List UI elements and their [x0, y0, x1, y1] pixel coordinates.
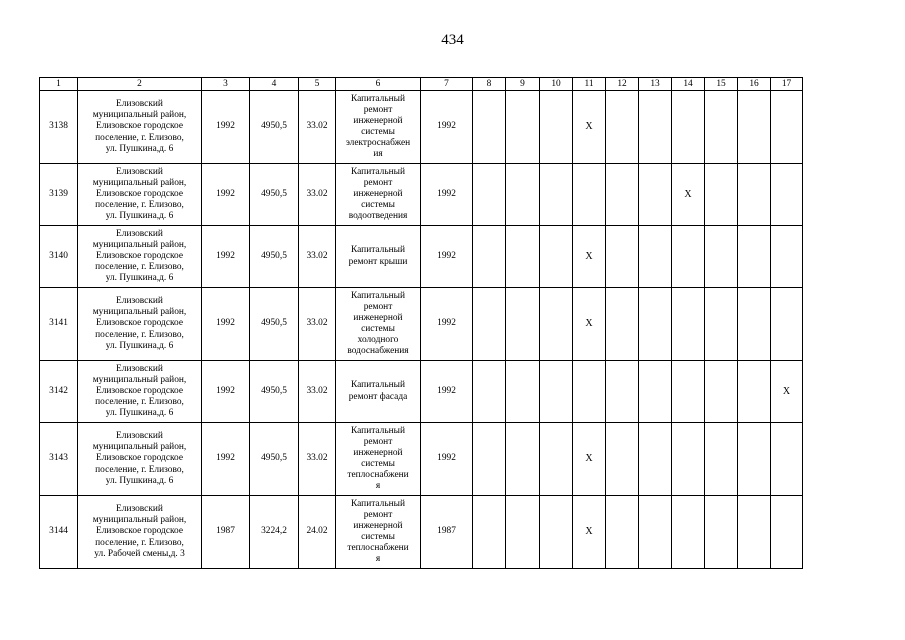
cell-text: 1992: [437, 385, 456, 396]
period-mark-cell-14: [672, 226, 705, 288]
work-type-cell: [336, 423, 421, 496]
period-mark-cell-16: [738, 91, 771, 164]
period-mark-cell-11: [573, 91, 606, 164]
period-mark-cell-9: [506, 496, 540, 569]
column-number: 3: [202, 78, 250, 91]
period-mark-cell-12: [606, 91, 639, 164]
cell-text: 3143: [49, 453, 68, 464]
cell-text: 3142: [49, 385, 68, 396]
cell-text: 1987: [216, 526, 235, 537]
address-cell: [78, 226, 202, 288]
period-mark-cell-16: [738, 164, 771, 226]
rate-cell: [299, 423, 336, 496]
period-mark-cell-8: [473, 423, 506, 496]
period-mark-cell-10: [540, 423, 573, 496]
year-cell: [202, 91, 250, 164]
column-number: 1: [40, 78, 78, 91]
period-mark: X: [585, 121, 593, 133]
column-number: 16: [738, 78, 771, 91]
work-type-cell: [336, 361, 421, 423]
period-mark-cell-8: [473, 164, 506, 226]
row-number: [40, 496, 78, 569]
table-row: [40, 164, 803, 226]
period-mark: X: [684, 188, 692, 200]
period-mark-cell-9: [506, 91, 540, 164]
period-mark-cell-17: [771, 423, 803, 496]
period-mark-cell-15: [705, 423, 738, 496]
period-mark-cell-14: [672, 423, 705, 496]
cell-text: 1992: [437, 188, 456, 199]
cell-text: Елизовский муниципальный район, Елизовское городское поселение, г. Елизово, ул. Пушкина,д. 6: [92, 99, 187, 154]
cell-text: 1992: [437, 250, 456, 261]
work-type-cell: [336, 288, 421, 361]
period-mark-cell-12: [606, 226, 639, 288]
period-mark-cell-14: [672, 91, 705, 164]
table-row: [40, 423, 803, 496]
period-mark-cell-9: [506, 164, 540, 226]
cell-text: 3140: [49, 250, 68, 261]
period-mark-cell-14: [672, 164, 705, 226]
cell-text: Елизовский муниципальный район, Елизовское городское поселение, г. Елизово, ул. Пушкина,д. 6: [92, 228, 187, 284]
period-mark-cell-11: [573, 496, 606, 569]
cell-text: Капитальный ремонт инженерной системы электроснабжен ия: [345, 93, 411, 160]
rate-cell: [299, 91, 336, 164]
cell-text: Капитальный ремонт фасада: [348, 380, 408, 402]
period-mark-cell-15: [705, 91, 738, 164]
period-mark-cell-13: [639, 164, 672, 226]
row-number: [40, 288, 78, 361]
period-mark-cell-8: [473, 91, 506, 164]
period-mark-cell-16: [738, 361, 771, 423]
period-mark-cell-12: [606, 496, 639, 569]
row-number: [40, 423, 78, 496]
period-mark-cell-16: [738, 496, 771, 569]
period-mark-cell-14: [672, 288, 705, 361]
column-number: 8: [473, 78, 506, 91]
cell-text: 3144: [49, 526, 68, 537]
period-mark-cell-11: [573, 288, 606, 361]
period-mark-cell-10: [540, 91, 573, 164]
rate-cell: [299, 164, 336, 226]
period-mark-cell-15: [705, 226, 738, 288]
work-year-cell: [421, 91, 473, 164]
cell-text: Капитальный ремонт инженерной системы холодного водоснабжения: [347, 290, 409, 357]
row-number: [40, 164, 78, 226]
cell-text: Капитальный ремонт крыши: [348, 245, 408, 267]
period-mark-cell-10: [540, 288, 573, 361]
period-mark: X: [585, 318, 593, 330]
column-number: 14: [672, 78, 705, 91]
cell-text: 3139: [49, 188, 68, 199]
period-mark-cell-8: [473, 496, 506, 569]
period-mark-cell-17: [771, 496, 803, 569]
period-mark-cell-15: [705, 288, 738, 361]
cell-text: 33.02: [306, 453, 328, 464]
period-mark-cell-12: [606, 164, 639, 226]
cell-text: 33.02: [306, 318, 328, 329]
period-mark-cell-16: [738, 226, 771, 288]
cell-text: Елизовский муниципальный район, Елизовское городское поселение, г. Елизово, ул. Пушкина,д. 6: [92, 296, 187, 351]
work-type-cell: [336, 226, 421, 288]
column-number: 10: [540, 78, 573, 91]
period-mark-cell-13: [639, 496, 672, 569]
work-year-cell: [421, 226, 473, 288]
period-mark-cell-17: [771, 288, 803, 361]
period-mark-cell-10: [540, 226, 573, 288]
period-mark: X: [585, 453, 593, 465]
cell-text: 24.02: [306, 526, 328, 537]
cell-text: 33.02: [306, 188, 328, 199]
address-cell: [78, 288, 202, 361]
year-cell: [202, 496, 250, 569]
work-year-cell: [421, 496, 473, 569]
period-mark-cell-13: [639, 226, 672, 288]
area-cell: [250, 423, 299, 496]
cell-text: 3138: [49, 121, 68, 132]
work-year-cell: [421, 423, 473, 496]
cell-text: 1992: [437, 121, 456, 132]
period-mark-cell-14: [672, 361, 705, 423]
cell-text: 4950,5: [261, 250, 287, 261]
address-cell: [78, 164, 202, 226]
period-mark-cell-15: [705, 361, 738, 423]
rate-cell: [299, 226, 336, 288]
cell-text: 1992: [216, 121, 235, 132]
address-cell: [78, 496, 202, 569]
period-mark-cell-17: [771, 91, 803, 164]
repair-program-table: [39, 77, 803, 569]
period-mark-cell-17: [771, 361, 803, 423]
table-row: [40, 288, 803, 361]
column-number: 4: [250, 78, 299, 91]
rate-cell: [299, 288, 336, 361]
cell-text: Елизовский муниципальный район, Елизовское городское поселение, г. Елизово, ул. Пушкина,д. 6: [92, 431, 187, 486]
row-number: [40, 226, 78, 288]
cell-text: Капитальный ремонт инженерной системы теплоснабжени я: [347, 425, 409, 492]
area-cell: [250, 288, 299, 361]
period-mark: X: [585, 250, 593, 262]
cell-text: 3141: [49, 318, 68, 329]
period-mark-cell-10: [540, 496, 573, 569]
page-number: 434: [441, 32, 464, 48]
year-cell: [202, 423, 250, 496]
cell-text: 33.02: [306, 385, 328, 396]
cell-text: 1992: [216, 318, 235, 329]
period-mark-cell-17: [771, 164, 803, 226]
period-mark-cell-9: [506, 361, 540, 423]
cell-text: Елизовский муниципальный район, Елизовское городское поселение, г. Елизово, ул. Пушкина,д. 6: [92, 363, 187, 419]
period-mark-cell-16: [738, 288, 771, 361]
work-type-cell: [336, 164, 421, 226]
cell-text: 3224,2: [261, 526, 287, 537]
period-mark-cell-8: [473, 361, 506, 423]
period-mark-cell-12: [606, 423, 639, 496]
area-cell: [250, 91, 299, 164]
column-number: 17: [771, 78, 803, 91]
cell-text: 33.02: [306, 121, 328, 132]
year-cell: [202, 164, 250, 226]
column-number: 15: [705, 78, 738, 91]
column-number: 9: [506, 78, 540, 91]
period-mark-cell-9: [506, 226, 540, 288]
year-cell: [202, 288, 250, 361]
period-mark-cell-17: [771, 226, 803, 288]
period-mark-cell-10: [540, 164, 573, 226]
period-mark-cell-8: [473, 288, 506, 361]
column-number: 12: [606, 78, 639, 91]
work-type-cell: [336, 91, 421, 164]
cell-text: 1992: [216, 453, 235, 464]
cell-text: 4950,5: [261, 188, 287, 199]
year-cell: [202, 226, 250, 288]
table-row: [40, 496, 803, 569]
cell-text: 1987: [437, 526, 456, 537]
period-mark-cell-16: [738, 423, 771, 496]
period-mark-cell-15: [705, 496, 738, 569]
cell-text: 33.02: [306, 250, 328, 261]
cell-text: 1992: [437, 453, 456, 464]
column-number: 11: [573, 78, 606, 91]
period-mark: X: [585, 526, 593, 538]
cell-text: Елизовский муниципальный район, Елизовское городское поселение, г. Елизово, ул. Пушкина,д. 6: [92, 166, 187, 222]
row-number: [40, 91, 78, 164]
rate-cell: [299, 496, 336, 569]
period-mark-cell-15: [705, 164, 738, 226]
period-mark-cell-13: [639, 361, 672, 423]
column-number: 13: [639, 78, 672, 91]
work-year-cell: [421, 361, 473, 423]
cell-text: 4950,5: [261, 453, 287, 464]
period-mark-cell-13: [639, 423, 672, 496]
period-mark-cell-13: [639, 288, 672, 361]
year-cell: [202, 361, 250, 423]
period-mark-cell-10: [540, 361, 573, 423]
period-mark: X: [782, 385, 791, 397]
period-mark-cell-12: [606, 288, 639, 361]
period-mark-cell-11: [573, 361, 606, 423]
cell-text: Капитальный ремонт инженерной системы теплоснабжени я: [347, 498, 409, 565]
period-mark-cell-12: [606, 361, 639, 423]
area-cell: [250, 361, 299, 423]
work-type-cell: [336, 496, 421, 569]
row-number: [40, 361, 78, 423]
area-cell: [250, 164, 299, 226]
period-mark-cell-13: [639, 91, 672, 164]
table-row: [40, 91, 803, 164]
cell-text: 1992: [216, 385, 235, 396]
table-row: [40, 361, 803, 423]
address-cell: [78, 361, 202, 423]
period-mark-cell-8: [473, 226, 506, 288]
cell-text: 1992: [216, 250, 235, 261]
work-year-cell: [421, 288, 473, 361]
column-number: 6: [336, 78, 421, 91]
table-row: [40, 226, 803, 288]
cell-text: Капитальный ремонт инженерной системы водоотведения: [348, 166, 408, 222]
period-mark-cell-11: [573, 226, 606, 288]
cell-text: 4950,5: [261, 318, 287, 329]
cell-text: 4950,5: [261, 385, 287, 396]
address-cell: [78, 91, 202, 164]
cell-text: 1992: [216, 188, 235, 199]
address-cell: [78, 423, 202, 496]
rate-cell: [299, 361, 336, 423]
cell-text: 4950,5: [261, 121, 287, 132]
area-cell: [250, 226, 299, 288]
work-year-cell: [421, 164, 473, 226]
column-number: 5: [299, 78, 336, 91]
area-cell: [250, 496, 299, 569]
column-number-row: [40, 78, 803, 91]
period-mark-cell-11: [573, 164, 606, 226]
column-number: 2: [78, 78, 202, 91]
cell-text: Елизовский муниципальный район, Елизовское городское поселение, г. Елизово, ул. Рабочей смены,д. 3: [92, 504, 187, 559]
cell-text: 1992: [437, 318, 456, 329]
period-mark-cell-9: [506, 423, 540, 496]
period-mark-cell-14: [672, 496, 705, 569]
period-mark-cell-9: [506, 288, 540, 361]
period-mark-cell-11: [573, 423, 606, 496]
column-number: 7: [421, 78, 473, 91]
